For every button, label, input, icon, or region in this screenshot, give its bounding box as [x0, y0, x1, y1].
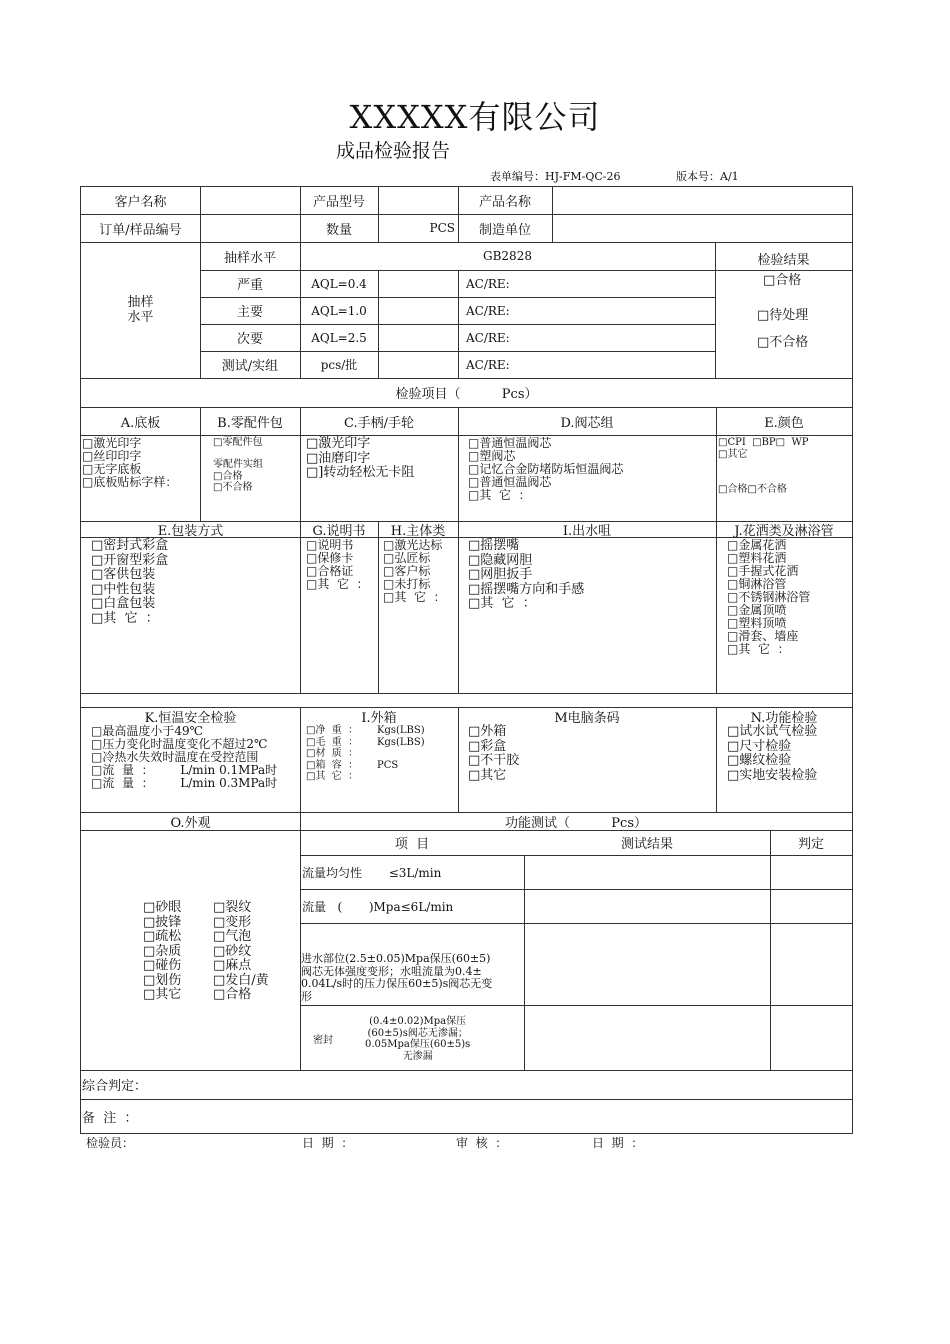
reviewer-label: 审 核 ：: [456, 1136, 508, 1150]
shower-options[interactable]: □金属花洒 □塑料花洒 □手握式花洒 □铜淋浴管 □不锈钢淋浴管 □金属顶喷 □塑料顶喷 □滑套、墙座 □其 它 ：: [727, 538, 811, 656]
company-title: XXXXX有限公司: [349, 98, 601, 136]
test-judgement-column: 判定: [797, 837, 824, 852]
quantity-unit: PCS: [429, 221, 455, 235]
quantity-label: 数量: [325, 222, 352, 238]
head-accessory-pack: B.零配件包: [217, 415, 283, 431]
head-packaging: E.包装方式: [157, 523, 224, 539]
head-body: H.主体类: [390, 523, 446, 539]
carton-units: Kgs(LBS) Kgs(LBS) PCS: [377, 725, 425, 771]
test-seal-criteria: (0.4±0.02)Mpa保压 (60±5)s阀芯无渗漏； 0.05Mpa保压(60±5)s 无渗漏: [365, 1016, 471, 1062]
test-item-column: 项 目: [394, 837, 430, 852]
product-name-label: 产品名称: [478, 195, 531, 210]
head-spout: I.出水咀: [562, 523, 612, 539]
inspection-form-table: [80, 186, 853, 1134]
severity-minor-label: 次要: [236, 332, 263, 347]
barcode-options[interactable]: □外箱 □彩盒 □不干胶 □其它: [468, 724, 520, 783]
sampling-level-label: 抽样水平: [223, 250, 276, 266]
valve-core-options[interactable]: □普通恒温阀芯 □塑阀芯 □记忆合金防堵防垢恒温阀芯 □普通恒温阀芯 □其 它 ：: [468, 436, 624, 502]
head-base-plate: A.底板: [120, 415, 161, 431]
overall-judgement-label: 综合判定：: [82, 1079, 148, 1094]
packaging-options[interactable]: □密封式彩盒 □开窗型彩盒 □客供包装 □中性包装 □白盒包装 □其 它 ：: [91, 538, 169, 626]
acre-major: AC/RE:: [466, 303, 510, 318]
result-fail-checkbox[interactable]: □不合格: [757, 335, 809, 350]
appearance-defects-left[interactable]: □砂眼 □披锋 □疏松 □杂质 □碰伤 □划伤 □其它: [143, 900, 182, 1002]
function-test-heading: 功能测试（ Pcs）: [504, 815, 648, 831]
aql-minor: AQL=2.5: [311, 330, 367, 345]
head-manual: G.说明书: [312, 523, 366, 539]
head-handle: C.手柄/手轮: [344, 415, 414, 431]
severity-critical-label: 严重: [236, 278, 263, 293]
customer-name-label: 客户名称: [114, 195, 167, 210]
severity-major-label: 主要: [236, 305, 263, 320]
head-function-check: N.功能检验: [750, 710, 818, 726]
result-pending-checkbox[interactable]: □待处理: [757, 308, 809, 323]
accessory-pack-option[interactable]: □零配件包: [213, 437, 263, 448]
function-check-options[interactable]: □试水试气检验 □尺寸检验 □螺纹检验 □实地安装检验: [727, 724, 818, 783]
inspection-result-label: 检验结果: [757, 253, 810, 268]
pcs-per-batch: pcs/批: [320, 358, 358, 372]
base-plate-options[interactable]: □激光印字 □丝印印字 □无字底板 □底板贴标字样：: [82, 436, 178, 489]
manual-options[interactable]: □说明书 □保修卡 □合格证 □其 它 ：: [306, 538, 369, 591]
appearance-defects-right[interactable]: □裂纹 □变形 □气泡 □砂纹 □麻点 □发白/黄 □合格: [213, 900, 269, 1002]
sampling-standard: GB2828: [483, 249, 532, 263]
acre-critical: AC/RE:: [466, 276, 510, 291]
test-pressure-strength: 进水部位(2.5±0.05)Mpa保压(60±5) 阀芯无体强度变形；水咀流量为0.4± 0.04L/s时的压力保压60±5)s阀芯无变 形: [301, 952, 493, 1003]
test-flow-rate: 流量 ( )Mpa≤6L/min: [302, 899, 454, 914]
review-date-label: 日 期 ：: [592, 1136, 644, 1150]
aql-critical: AQL=0.4: [311, 276, 367, 291]
inspection-date-label: 日 期 ：: [302, 1136, 354, 1150]
manufacturer-label: 制造单位: [478, 222, 531, 238]
sampling-side-label: 抽样 水平: [127, 295, 154, 325]
remark-label: 备 注 ：: [82, 1110, 138, 1126]
test-group-label: 测试/实组: [221, 359, 279, 374]
head-carton: I.外箱: [361, 710, 397, 726]
thermostat-options[interactable]: □最高温度小于49℃ □压力变化时温度变化不超过2℃ □冷热水失效时温度在受控范围 □流 量 ： L/min 0.1MPa时 □流 量 ： L/min 0.3MPa时: [91, 724, 278, 790]
spout-options[interactable]: □摇摆嘴 □隐藏网胆 □网胆扳手 □摇摆嘴方向和手感 □其 它 ：: [468, 538, 585, 611]
body-options[interactable]: □激光达标 □弘匠标 □客户标 □未打标 □其 它 ：: [383, 538, 446, 604]
acre-minor: AC/RE:: [466, 330, 510, 345]
head-color: E.颜色: [764, 415, 804, 431]
carton-options[interactable]: □净 重 ： □毛 重 ： □材 质 ： □箱 容 ： □其 它 ：: [306, 725, 359, 782]
aql-major: AQL=1.0: [311, 303, 367, 318]
product-model-label: 产品型号: [312, 195, 365, 210]
head-valve-core: D.阀芯组: [560, 415, 614, 431]
result-pass-checkbox[interactable]: □合格: [763, 273, 802, 288]
accessory-group-options[interactable]: 零配件实组 □合格 □不合格: [213, 459, 263, 493]
form-number: 表单编号：HJ-FM-QC-26: [490, 170, 621, 183]
inspection-items-heading: 检验项目（ Pcs）: [395, 387, 538, 402]
test-flow-uniformity: 流量均匀性 ≤3L/min: [302, 865, 442, 880]
head-barcode: M电脑条码: [554, 710, 620, 726]
head-thermostat-safety: K.恒温安全检验: [144, 710, 237, 726]
report-title: 成品检验报告: [336, 140, 451, 162]
color-options[interactable]: □CPI □BP□ WP □其它: [718, 437, 809, 460]
order-number-label: 订单/样品编号: [99, 222, 182, 238]
test-result-column: 测试结果: [620, 837, 673, 852]
head-shower: J.花洒类及淋浴管: [734, 523, 834, 539]
acre-test: AC/RE:: [466, 357, 510, 372]
inspector-label: 检验员：: [86, 1136, 135, 1150]
head-appearance: O.外观: [170, 815, 211, 831]
color-pass-options[interactable]: □合格□不合格: [718, 484, 787, 495]
version-number: 版本号：A/1: [676, 170, 739, 183]
test-seal-label: 密封: [313, 1035, 333, 1046]
handle-options[interactable]: □激光印字 □油磨印字 □]转动轻松无卡阻: [306, 436, 415, 480]
